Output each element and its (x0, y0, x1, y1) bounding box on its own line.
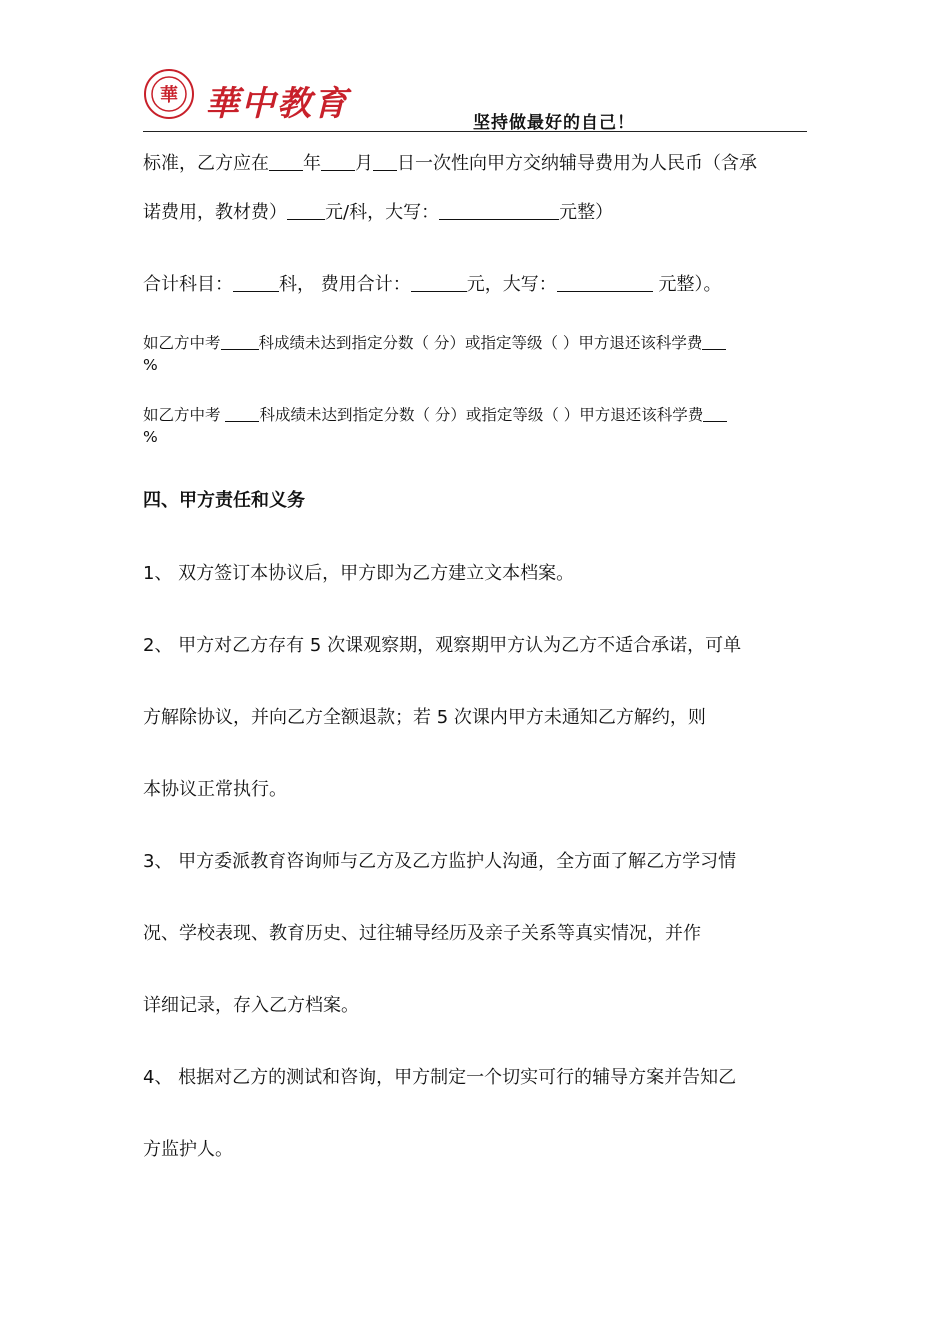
paragraph-line (143, 270, 721, 296)
text: 合计科目： (143, 274, 233, 295)
text: 科成绩未达到指定分数（ 分）或指定等级（ ）甲方退还该科学费 (258, 334, 703, 352)
text: 如乙方中考 (143, 406, 226, 424)
paragraph-line (143, 403, 727, 425)
list-item: 况、学校表现、教育历史、过往辅导经历及亲子关系等真实情况，并作 (143, 923, 701, 944)
text: 标准，乙方应在 (143, 153, 269, 174)
blank-field (321, 152, 355, 171)
paragraph-line (143, 198, 613, 224)
list-item: 3、 甲方委派教育咨询师与乙方及乙方监护人沟通，全方面了解乙方学习情 (143, 851, 737, 872)
list-item: 方解除协议，并向乙方全额退款；若 5 次课内甲方未通知乙方解约，则 (143, 707, 706, 728)
list-item: 详细记录，存入乙方档案。 (143, 995, 359, 1016)
list-item: 4、 根据对乙方的测试和咨询，甲方制定一个切实可行的辅导方案并告知乙 (143, 1067, 737, 1088)
blank-field (411, 273, 467, 292)
list-item: 2、 甲方对乙方存有 5 次课观察期，观察期甲方认为乙方不适合承诺，可单 (143, 635, 742, 656)
blank-field (373, 152, 397, 171)
blank-field (233, 273, 279, 292)
blank-field (225, 406, 259, 423)
text: 诺费用，教材费） (143, 202, 287, 223)
text: 元整） (559, 202, 614, 223)
list-item: 方监护人。 (143, 1139, 233, 1160)
header-slogan: 坚持做最好的自己！ (473, 113, 635, 133)
page-header (143, 66, 807, 132)
blank-field (703, 406, 727, 423)
text: 元整）。 (652, 274, 722, 295)
text: 月 (355, 153, 373, 174)
list-item: 1、 双方签订本协议后，甲方即为乙方建立文本档案。 (143, 563, 575, 584)
text: 如乙方中考 (143, 334, 221, 352)
logo-text: 華中教育 (205, 84, 349, 124)
text: 年 (303, 153, 321, 174)
blank-field (269, 152, 303, 171)
blank-field (557, 273, 653, 292)
logo-seal-glyph: 華 (160, 85, 178, 106)
header-divider (143, 131, 807, 132)
paragraph-line: % (143, 428, 158, 446)
text: 元，大写： (466, 274, 557, 295)
section-heading: 四、甲方责任和义务 (143, 490, 305, 511)
list-item: 本协议正常执行。 (143, 779, 287, 800)
text: 元/科，大写： (325, 202, 440, 223)
paragraph-line (143, 331, 726, 353)
blank-field (287, 201, 325, 220)
blank-field (439, 201, 559, 220)
blank-field (221, 334, 259, 351)
paragraph-line (143, 149, 757, 175)
text: 科， 费用合计： (279, 274, 411, 295)
paragraph-line: % (143, 356, 158, 374)
text: 科成绩未达到指定分数（ 分）或指定等级（ ）甲方退还该科学费 (259, 406, 704, 424)
blank-field (702, 334, 726, 351)
text: 日一次性向甲方交纳辅导费用为人民币（含承 (397, 153, 757, 174)
